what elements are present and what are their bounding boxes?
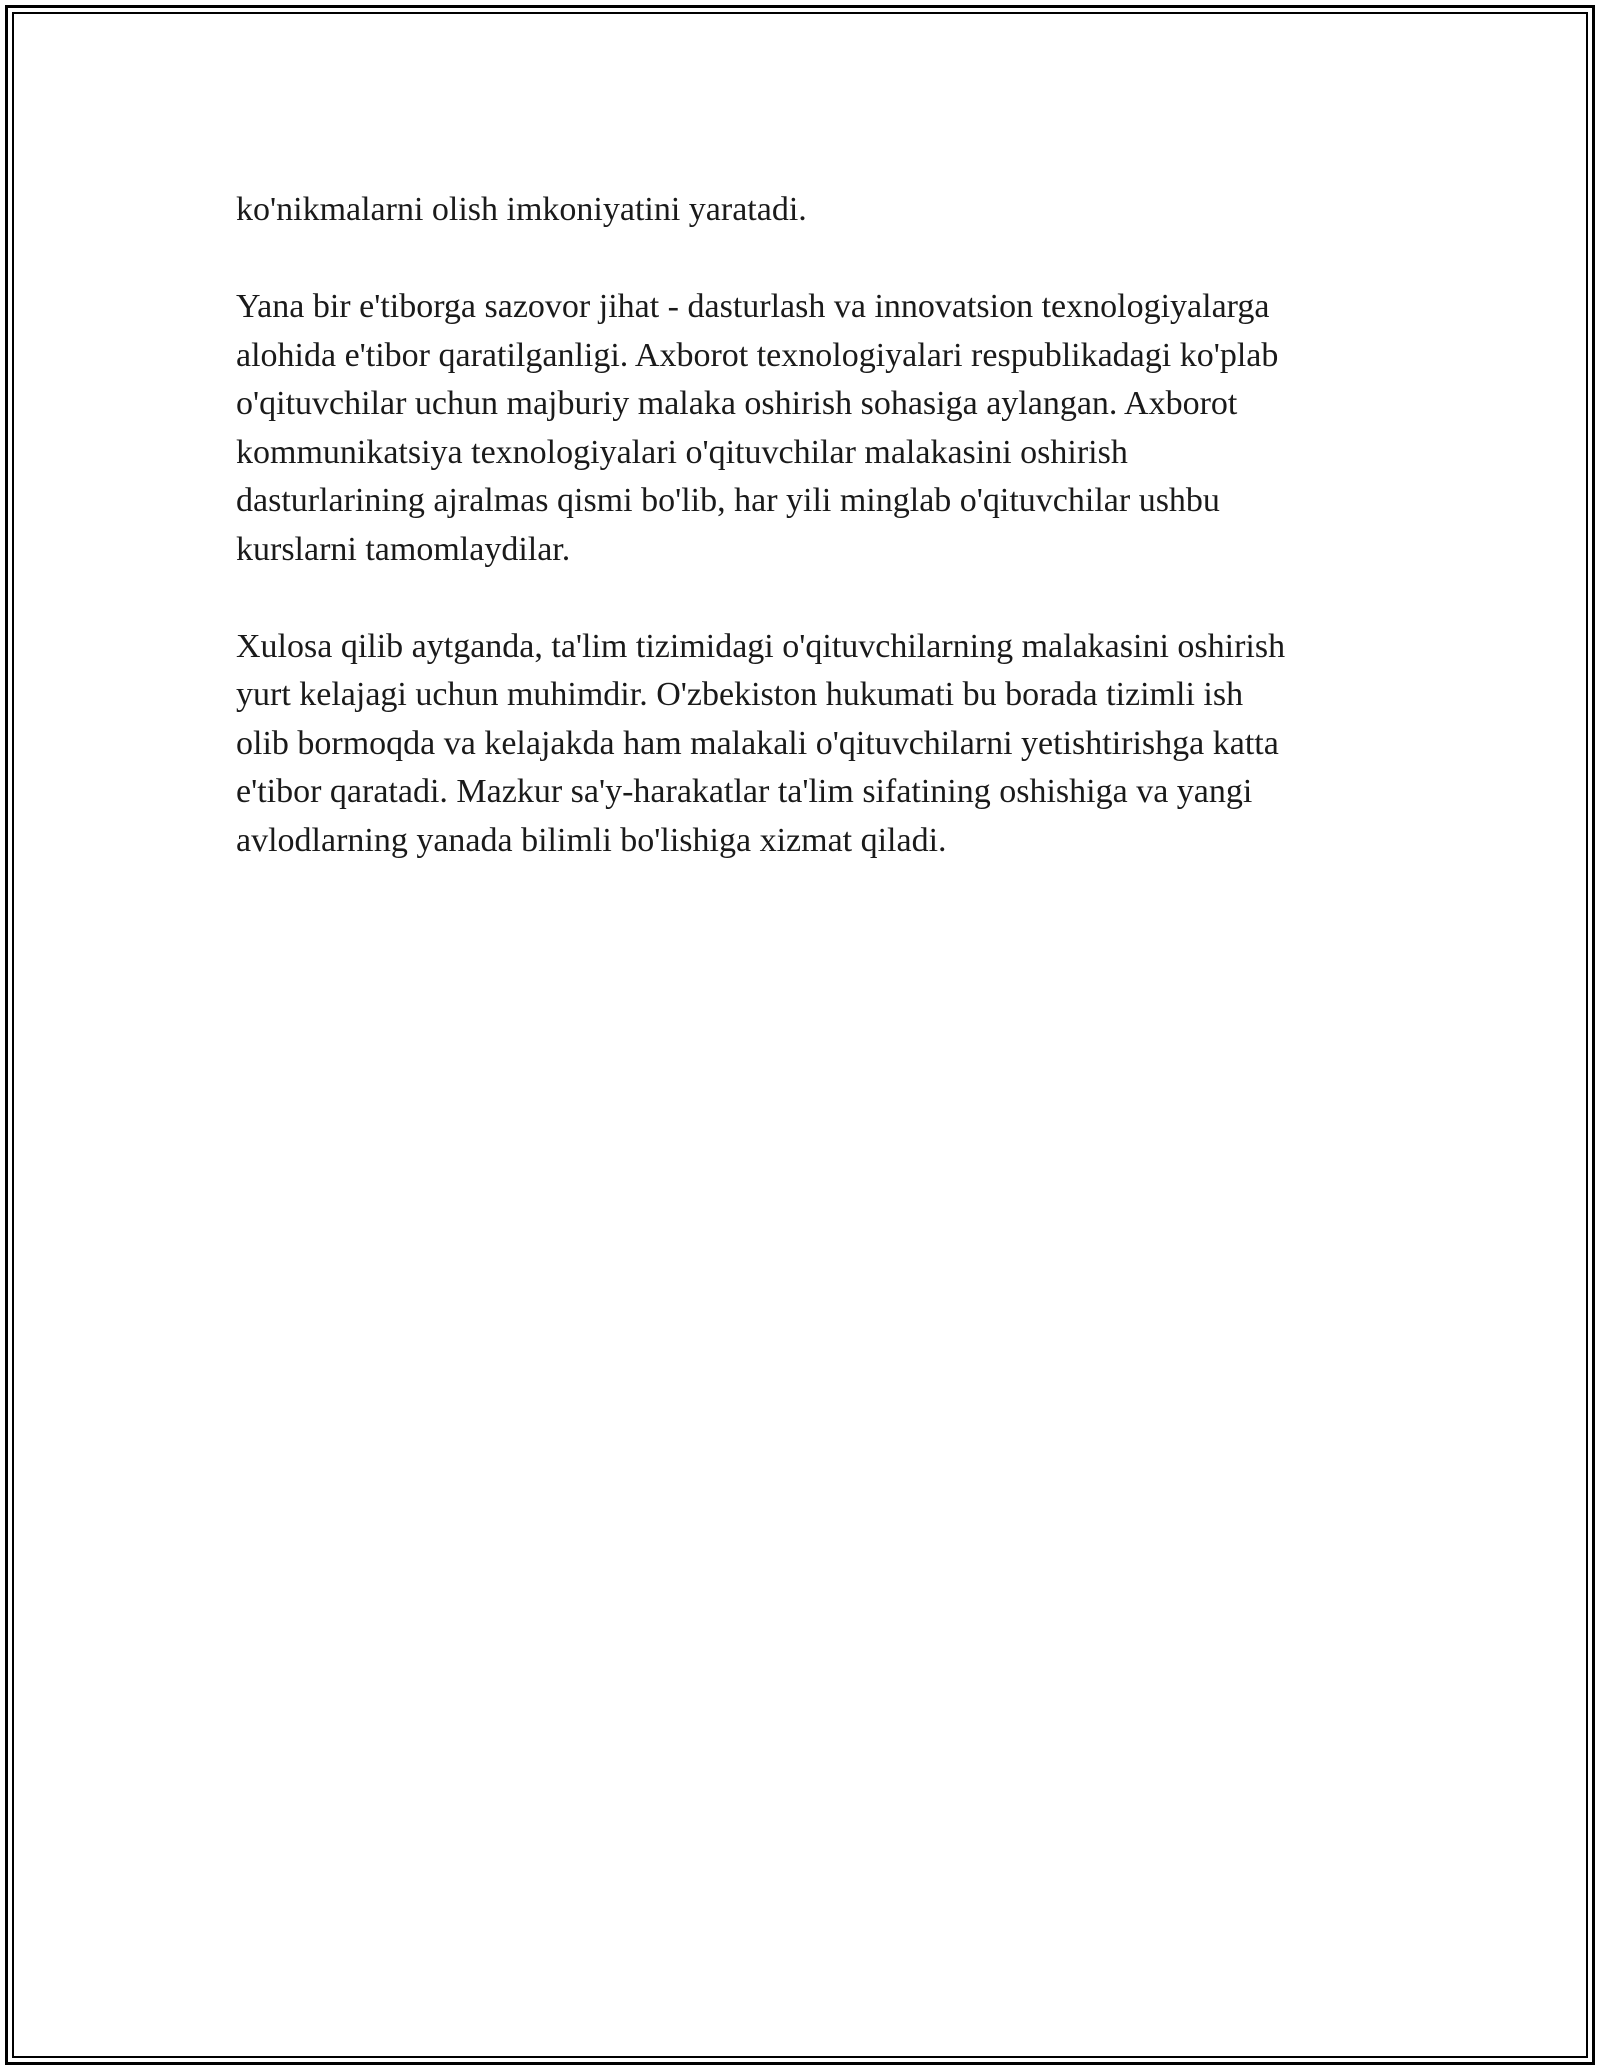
- text-line: ko'nikmalarni olish imkoniyatini yaratadi.: [236, 191, 807, 228]
- text-line: dasturlarining ajralmas qismi bo'lib, har yili minglab o'qituvchilar ushbu: [236, 482, 1220, 519]
- paragraph-2: [236, 283, 1396, 574]
- text-line: alohida e'tibor qaratilganligi. Axborot texnologiyalari respublikadagi ko'plab: [236, 336, 1279, 374]
- document-body: [236, 186, 1396, 914]
- text-line: Yana bir e'tiborga sazovor jihat - dasturlash va innovatsion texnologiyalarga: [236, 288, 1270, 325]
- text-line: kommunikatsiya texnologiyalari o'qituvchilar malakasini oshirish: [236, 433, 1128, 471]
- text-line: olib bormoqda va kelajakda ham malakali o'qituvchilarni yetishtirishga katta: [236, 724, 1279, 762]
- text-line: e'tibor qaratadi. Mazkur sa'y-harakatlar ta'lim sifatining oshishiga va yangi: [236, 773, 1253, 810]
- text-line: Xulosa qilib aytganda, ta'lim tizimidagi o'qituvchilarning malakasini oshirish: [236, 627, 1286, 665]
- paragraph-3: [236, 623, 1396, 866]
- text-line: yurt kelajagi uchun muhimdir. O'zbekiston hukumati bu borada tizimli ish: [236, 676, 1244, 713]
- text-line: o'qituvchilar uchun majburiy malaka oshirish sohasiga aylangan. Axborot: [236, 385, 1238, 422]
- paragraph-1: [236, 186, 1396, 235]
- text-line: kurslarni tamomlaydilar.: [236, 530, 571, 568]
- text-line: avlodlarning yanada bilimli bo'lishiga xizmat qiladi.: [236, 821, 947, 859]
